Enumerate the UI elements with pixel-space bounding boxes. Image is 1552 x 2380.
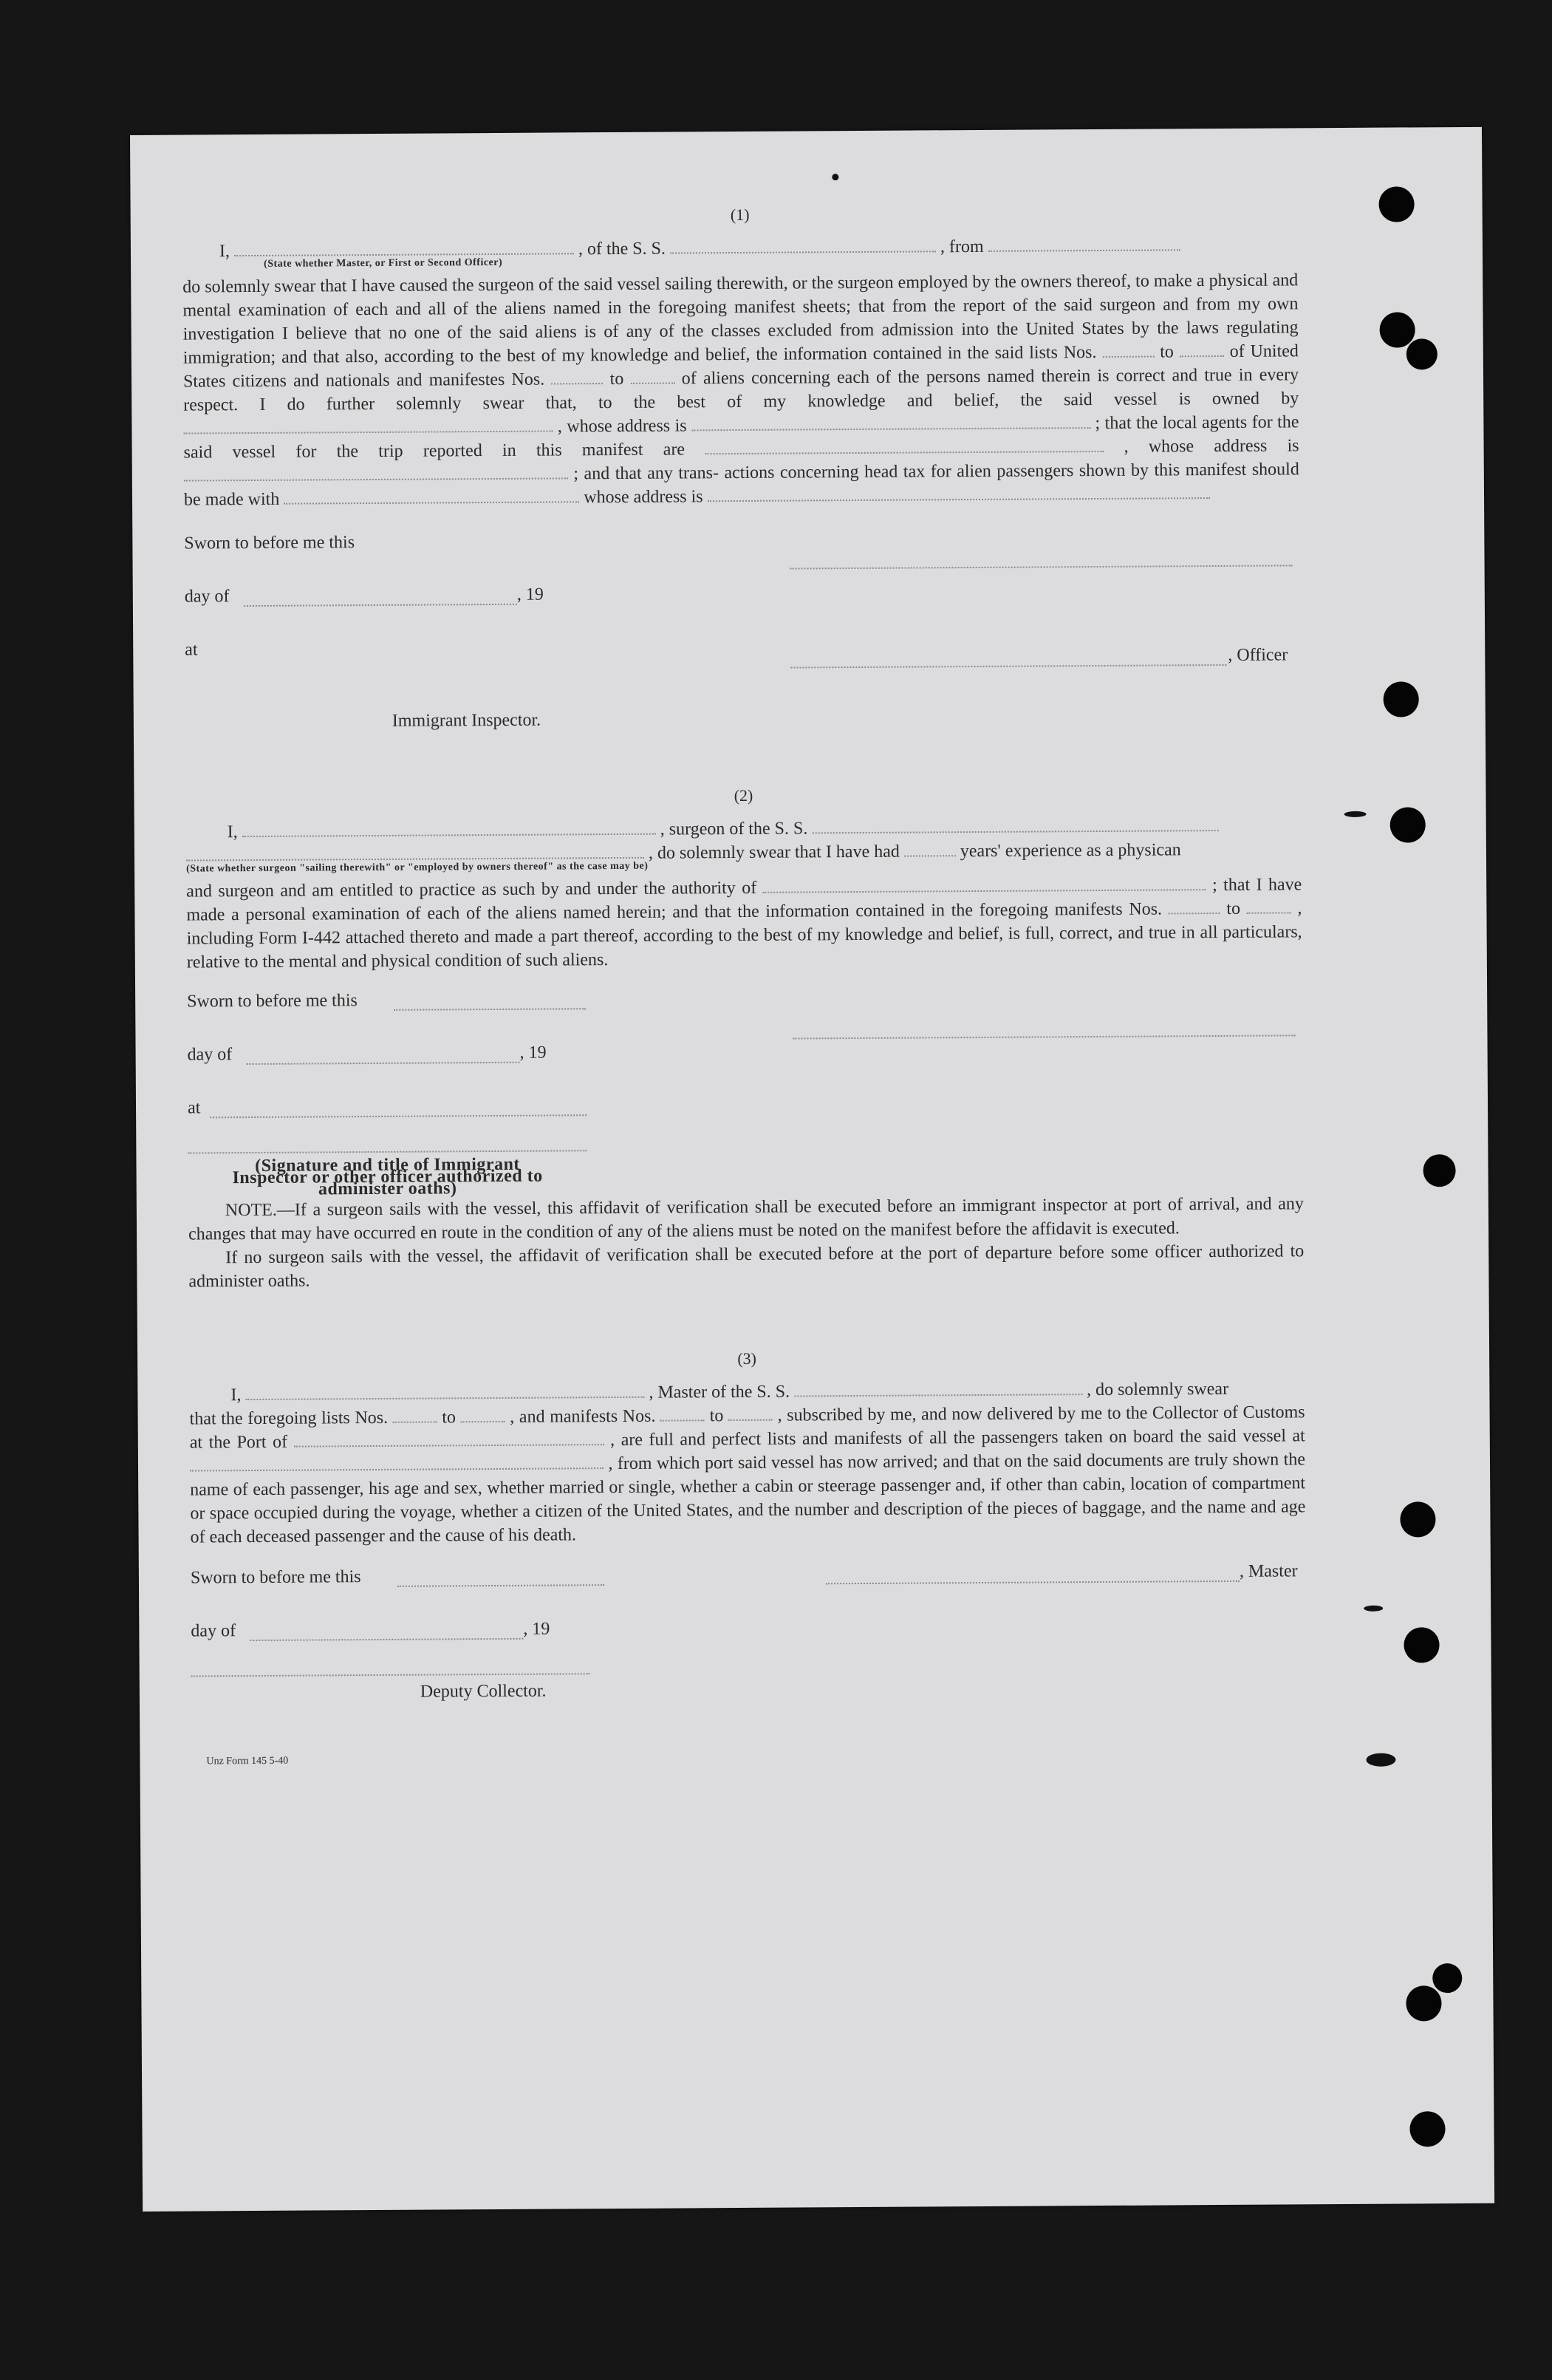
section-3-deputy-row [191,1668,1307,1756]
signature-title-note: (Signature and title of Immigrant Inspector or other officer authorized to administer oaths) [232,1154,543,1199]
i-label: I, [219,242,230,262]
note-heading: NOTE.— [225,1200,295,1221]
document-page [130,127,1494,2212]
section-1-at-row [185,633,1300,693]
section-3-number: (3) [737,1348,757,1368]
surgeon-vessel-blank[interactable] [812,829,1218,833]
officer-rank-note: (State whether Master, or First or Second Officer) [264,256,503,270]
port-blank[interactable] [294,1443,604,1448]
punch-hole [1379,312,1415,347]
form-number: Unz Form 145 5-40 [206,1755,289,1767]
punch-hole [1378,186,1414,222]
section-2-at-row: at [188,1091,1303,1151]
punch-hole [1432,1963,1462,1993]
day-of-label: day of [184,587,230,607]
owner-blank[interactable] [183,430,553,434]
years-experience-blank[interactable] [904,854,956,856]
manifests-to-blank[interactable] [631,382,675,384]
master-label: , Master [1239,1561,1298,1581]
section-2-oath-paragraph: and surgeon and am entitled to practice as such by and under the authority of ; that I have made a personal examination of each of the aliens named herein; and that the information contained in the foregoing manifests Nos. to , including Form I-442 attached thereto and made a part thereof, according to the best of my knowledge and belief, is full, correct, and true in all particulars, relative to the mental and physical condition of such aliens. [186,875,1302,972]
punch-hole [1406,1985,1441,2021]
embark-port-blank[interactable] [190,1467,604,1471]
punch-hole [1404,1627,1439,1663]
surgeon-status-note: (State whether surgeon "sailing therewith" or "employed by owners thereof" as the case may be) [186,860,649,875]
master-name-blank[interactable] [245,1396,644,1400]
surgeon-name-blank[interactable] [242,833,656,837]
section-1-oath-paragraph: do solemnly swear that I have caused the surgeon of the said vessel sailing therewith, or the surgeon employed by the owners thereof, to make a physical and mental examination of each and all of the aliens named in the foregoing manifest sheets; that from the report of the said surgeon and from my own investigation I believe that no one of the said aliens is of any of the classes excluded from admission into the United States by the laws regulating immigration; and that also, according to the best of my knowledge and belief, the information contained in the said lists Nos. to of United States citizens and nationals and manifestes Nos. to of aliens concerning each of the persons named therein is correct and true in every respect. I do further solemnly swear that, to the best of my knowledge and belief, the said vessel is owned by , whose address is ; that the local agents for the said vessel for the trip reported in this manifest are , whose address is ; and that any trans- actions concerning head tax for alien passengers shown by this manifest should be made with whose address is [182,270,1299,510]
from-label: , from [940,236,984,257]
officer-signature-blank[interactable] [790,664,1226,669]
note-paragraph: NOTE.—If a surgeon sails with the vessel, this affidavit of verification shall be executed before an immigrant inspector at port of arrival, and any changes that may have occurred en route in the condition of any of the aliens must be noted on the manifest before the affidavit is executed. [188,1194,1304,1244]
head-tax-address-blank[interactable] [708,497,1210,502]
year-label: , 19 [516,584,544,604]
day-blank-3[interactable] [250,1637,523,1641]
vessel-name-blank[interactable] [670,250,936,253]
manifests-to-blank-3[interactable] [728,1419,773,1421]
agents-blank[interactable] [705,450,1104,454]
agents-address-blank[interactable] [184,477,568,481]
section-2-line2: , do solemnly swear that I have had years' experience as a physican [186,837,1302,867]
section-2-signature-row [188,1145,1303,1198]
section-2-sworn-row: Sworn to before me this [187,985,1302,1045]
punch-hole [1384,681,1419,717]
lists-from-blank-3[interactable] [393,1420,437,1422]
manifests-from-blank-3[interactable] [660,1419,705,1421]
at-blank-2[interactable] [210,1114,587,1118]
punch-hole [1423,1154,1455,1187]
deputy-label: Deputy Collector. [420,1681,547,1702]
lists-to-blank[interactable] [1180,355,1224,357]
ink-speck [1366,1753,1395,1767]
ink-speck [1364,1606,1383,1612]
lists-from-blank[interactable] [1102,355,1154,358]
inspector-label: Immigrant Inspector. [392,710,541,731]
section-1-number: (1) [730,205,750,225]
head-tax-contact-blank[interactable] [284,500,579,504]
punch-hole [1409,2111,1445,2147]
ink-speck [832,174,838,180]
section-1-sworn-row [184,527,1299,587]
at-label: at [185,640,198,660]
day-blank[interactable] [244,603,517,607]
of-ss-label: , of the S. S. [578,239,666,259]
lists-to-blank-3[interactable] [461,1420,505,1422]
officer-name-blank[interactable] [234,252,574,256]
note-paragraph-2: If no surgeon sails with the vessel, the affidavit of verification shall be executed before at the port of departure before some officer authorized to administer oaths. [188,1241,1305,1292]
officer-label: , Officer [1228,645,1288,665]
section-2-day-row: day of , 19 [188,1038,1303,1098]
section-1-inspector-row [185,686,1302,767]
manifests-from-blank-2[interactable] [1169,912,1220,914]
manifests-from-blank[interactable] [551,382,603,384]
from-port-blank[interactable] [988,248,1180,252]
sworn-date-blank-3[interactable] [397,1583,604,1587]
form-content [182,202,1307,1767]
authority-blank[interactable] [763,888,1206,893]
master-vessel-blank[interactable] [794,1393,1082,1397]
section-3-line1: I, , Master of the S. S. , do solemnly swear [230,1379,1229,1405]
sworn-date-blank-2[interactable] [394,1007,586,1011]
section-2-number: (2) [734,785,753,805]
punch-hole [1400,1501,1435,1537]
ink-speck [1344,811,1367,817]
section-3-sworn-row: Sworn to before me this , Master [190,1561,1298,1588]
punch-hole [1390,807,1426,842]
master-signature-blank[interactable] [826,1580,1240,1584]
section-3-oath-paragraph: that the foregoing lists Nos. to , and manifests Nos. to , subscribed by me, and now delivered by me to the Collector of Customs at the Port of , are full and perfect lists and manifests of all the passengers taken on board the said vessel at , from which port said vessel has now arrived; and that on the said documents are truly shown the name of each passenger, his age and sex, whether married or single, whether a cabin or steerage passenger and, if other than cabin, location of compartment or space occupied during the voyage, whether a citizen of the United States, and the number and description of the pieces of baggage, and the name and age of each deceased passenger and the cause of his death. [189,1402,1306,1547]
section-1-day-row [185,580,1300,640]
manifests-to-blank-2[interactable] [1247,911,1291,913]
day-blank-2[interactable] [247,1061,520,1065]
section-3-day-row: day of , 19 [191,1619,550,1641]
section-2-line1: I, , surgeon of the S. S. [186,814,1302,844]
punch-hole [1406,338,1438,369]
owner-address-blank[interactable] [691,426,1090,431]
sworn-label: Sworn to before me this [184,533,355,553]
